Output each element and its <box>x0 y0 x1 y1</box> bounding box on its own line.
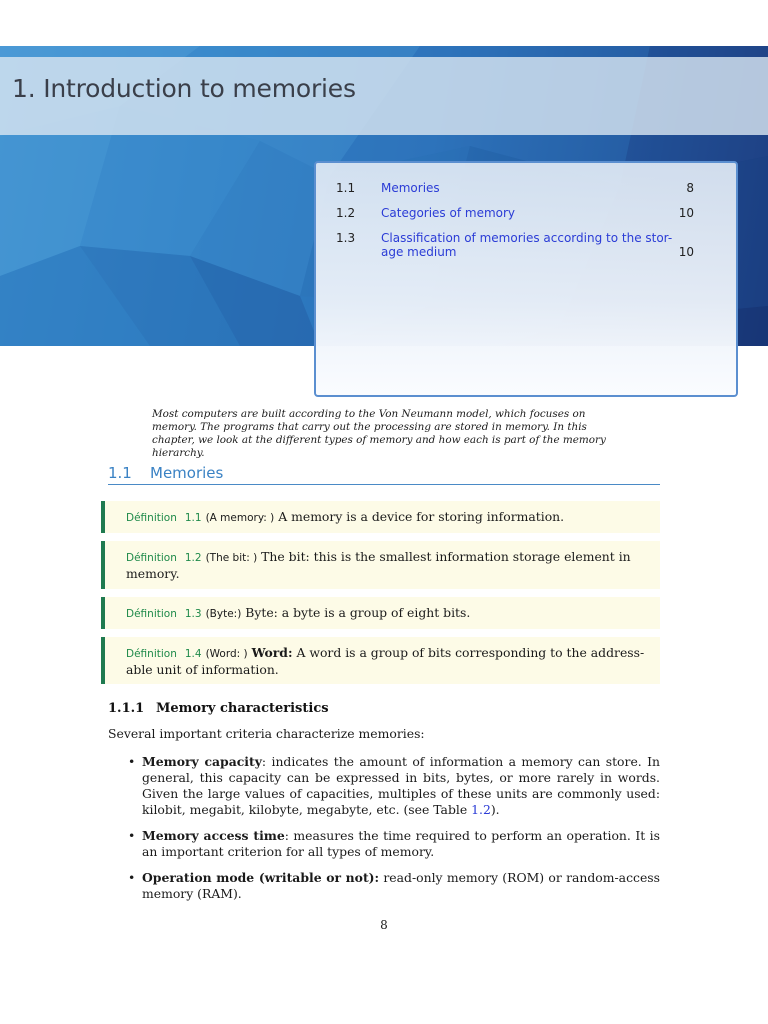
definition-number: 1.3 <box>184 608 202 620</box>
definition-tag: Définition <box>126 512 177 524</box>
bullet-term: Memory access time <box>142 828 285 843</box>
chapter-title: 1. Introduction to memories <box>12 74 356 103</box>
definition-body: Byte: a byte is a group of eight bits. <box>245 605 471 620</box>
toc-entry-number: 1.1 <box>336 181 356 195</box>
definition-tag: Définition <box>126 608 177 620</box>
definition-box <box>101 541 660 589</box>
definition-name: (A memory: ) <box>205 512 275 524</box>
definition-number: 1.2 <box>184 552 202 564</box>
definition-box <box>101 637 660 684</box>
section-heading <box>108 462 660 485</box>
toc-entry-link[interactable]: Memories <box>381 181 440 195</box>
toc-entry-number: 1.3 <box>336 231 356 245</box>
definition-number: 1.4 <box>184 648 202 660</box>
toc-entry-link[interactable]: Categories of memory <box>381 206 516 220</box>
chapter-toc <box>314 161 738 397</box>
definition-tag: Définition <box>126 552 177 564</box>
definition-box <box>101 501 660 533</box>
subsection-heading <box>108 701 329 716</box>
toc-entry-link[interactable]: Classification of memories according to the stor- age medium <box>381 231 673 259</box>
list-item <box>128 828 660 860</box>
bullet-text: : measures the time required to perform an operation. It is an important criterion for all types of memory. <box>142 828 660 859</box>
definition-term: Word: <box>251 645 293 660</box>
page-number: 8 <box>380 918 388 932</box>
definition-name: (Byte:) <box>205 608 242 620</box>
bullet-tail: ). <box>490 802 500 817</box>
definition-body: A memory is a device for storing information. <box>278 509 565 524</box>
definition-box <box>101 597 660 629</box>
chapter-abstract: Most computers are built according to the Von Neumann model, which focuses on memory. The programs that carry out the processing are stored in memory. In this chapter, we look at the different types of memory and how each is part of the memory hierarchy. <box>152 408 606 459</box>
subsection-title: Memory characteristics <box>156 701 329 716</box>
section-number: 1.1 <box>108 464 132 482</box>
bullet-text: : indicates the amount of information a memory can store. In general, this capacity can be expressed in bits, bytes, or more rarely in words. Given the large values of capacities, multiples of these units are commonly used: kilobit, megabit, kilobyte, megabyte, etc. (see Table <box>142 754 660 817</box>
subsection-number: 1.1.1 <box>108 701 145 716</box>
bullet-term: Memory capacity <box>142 754 262 769</box>
toc-entry-page: 10 <box>678 245 694 259</box>
definition-name: (Word: ) <box>205 648 248 660</box>
definition-body: The bit: this is the smallest information storage element in memory. <box>126 549 631 581</box>
toc-entry-number: 1.2 <box>336 206 356 220</box>
definition-body: A word is a group of bits corresponding to the address- able unit of information. <box>126 645 645 677</box>
toc-entry-page: 8 <box>686 181 694 195</box>
list-item <box>128 754 660 818</box>
toc-entry-page: 10 <box>678 206 694 220</box>
definition-name: (The bit: ) <box>205 552 258 564</box>
definition-number: 1.1 <box>184 512 202 524</box>
table-reference-link[interactable]: 1.2 <box>471 802 491 817</box>
list-item <box>128 870 660 902</box>
section-title: Memories <box>150 464 224 482</box>
bullet-term: Operation mode (writable or not): <box>142 870 380 885</box>
characteristics-list <box>128 754 660 912</box>
bullet-text: read-only memory (ROM) or random-access memory (RAM). <box>142 870 660 901</box>
definition-tag: Définition <box>126 648 177 660</box>
intro-paragraph: Several important criteria characterize memories: <box>108 726 425 741</box>
